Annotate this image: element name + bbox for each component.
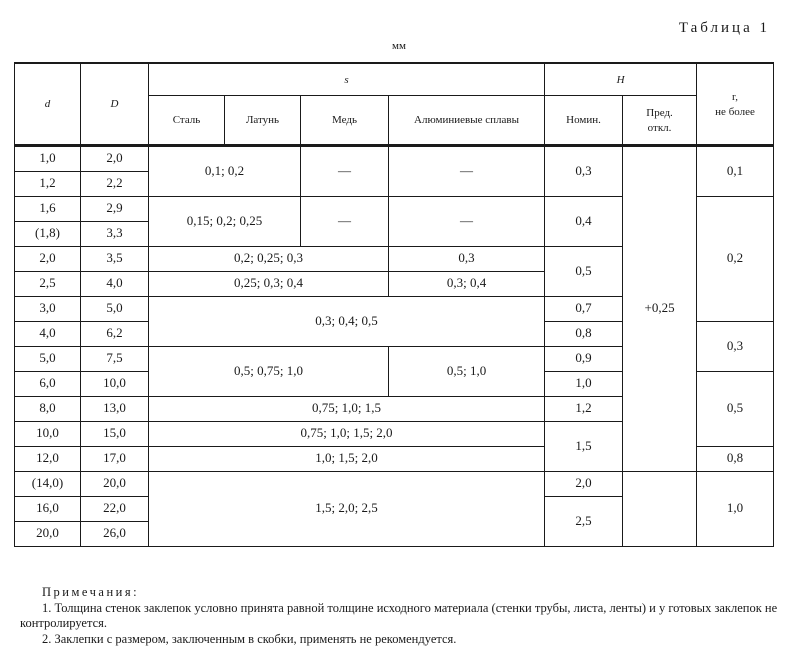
cell-r: 1,0 [697,471,774,546]
cell-d: 6,0 [15,371,81,396]
cell-D: 7,5 [81,346,149,371]
cell-d: 1,6 [15,196,81,221]
rivet-dimensions-table [14,62,774,547]
cell-H-tolerance-empty [623,471,697,546]
cell-s: — [301,196,389,246]
header-d: d [15,63,81,145]
cell-D: 3,5 [81,246,149,271]
cell-d: 1,2 [15,171,81,196]
cell-d: 20,0 [15,521,81,546]
cell-d: 2,0 [15,246,81,271]
cell-s: 0,5; 0,75; 1,0 [149,346,389,396]
header-s: s [149,63,545,95]
header-H-tolerance: Пред. откл. [623,95,697,145]
cell-D: 22,0 [81,496,149,521]
cell-d: 12,0 [15,446,81,471]
cell-d: 10,0 [15,421,81,446]
cell-r: 0,5 [697,371,774,446]
cell-s: 0,75; 1,0; 1,5; 2,0 [149,421,545,446]
cell-s: — [301,145,389,196]
cell-D: 13,0 [81,396,149,421]
header-copper: Медь [301,95,389,145]
header-r: r, не более [697,63,774,145]
cell-H-nominal: 2,5 [545,496,623,546]
cell-H-nominal: 0,9 [545,346,623,371]
cell-H-tolerance: +0,25 [623,145,697,471]
cell-D: 20,0 [81,471,149,496]
cell-H-nominal: 0,3 [545,145,623,196]
cell-D: 15,0 [81,421,149,446]
cell-D: 2,9 [81,196,149,221]
notes [20,585,782,648]
note-item: 2. Заклепки с размером, заключенным в скобки, применять не рекомендуется. [42,631,457,646]
cell-H-nominal: 1,0 [545,371,623,396]
cell-r: 0,2 [697,196,774,321]
cell-D: 4,0 [81,271,149,296]
cell-r: 0,3 [697,321,774,371]
unit-label: мм [392,40,406,52]
cell-D: 10,0 [81,371,149,396]
header-D: D [81,63,149,145]
cell-D: 2,0 [81,145,149,171]
cell-s: 0,3; 0,4 [389,271,545,296]
header-aluminum: Алюминиевые сплавы [389,95,545,145]
cell-s: 0,25; 0,3; 0,4 [149,271,389,296]
cell-s: 0,5; 1,0 [389,346,545,396]
cell-H-nominal: 1,5 [545,421,623,471]
cell-D: 6,2 [81,321,149,346]
cell-D: 17,0 [81,446,149,471]
header-H-nominal: Номин. [545,95,623,145]
cell-D: 26,0 [81,521,149,546]
notes-title: Примечания: [42,585,140,599]
cell-r: 0,1 [697,145,774,196]
cell-d: 1,0 [15,145,81,171]
cell-H-nominal: 0,4 [545,196,623,246]
header-brass: Латунь [225,95,301,145]
cell-s: 1,0; 1,5; 2,0 [149,446,545,471]
cell-D: 2,2 [81,171,149,196]
header-H: H [545,63,697,95]
cell-D: 3,3 [81,221,149,246]
cell-H-nominal: 0,5 [545,246,623,296]
cell-d: (1,8) [15,221,81,246]
cell-s: 0,15; 0,2; 0,25 [149,196,301,246]
header-steel: Сталь [149,95,225,145]
cell-s: 0,75; 1,0; 1,5 [149,396,545,421]
cell-H-nominal: 0,8 [545,321,623,346]
cell-s: 0,3; 0,4; 0,5 [149,296,545,346]
cell-s: 0,1; 0,2 [149,145,301,196]
cell-d: 16,0 [15,496,81,521]
cell-s: — [389,196,545,246]
table-row [15,145,774,171]
cell-d: 2,5 [15,271,81,296]
cell-r: 0,8 [697,446,774,471]
cell-D: 5,0 [81,296,149,321]
table-row [15,471,774,496]
table-caption: Таблица 1 [678,20,770,36]
note-item: 1. Толщина стенок заклепок условно принята равной толщине исходного материала (стенки трубы, листа, ленты) и у готовых заклепок не контролируется. [20,600,778,631]
cell-H-nominal: 0,7 [545,296,623,321]
cell-s: 1,5; 2,0; 2,5 [149,471,545,546]
cell-d: (14,0) [15,471,81,496]
cell-s: — [389,145,545,196]
cell-d: 8,0 [15,396,81,421]
cell-H-nominal: 2,0 [545,471,623,496]
cell-d: 5,0 [15,346,81,371]
cell-d: 3,0 [15,296,81,321]
cell-s: 0,2; 0,25; 0,3 [149,246,389,271]
cell-H-nominal: 1,2 [545,396,623,421]
cell-d: 4,0 [15,321,81,346]
cell-s: 0,3 [389,246,545,271]
